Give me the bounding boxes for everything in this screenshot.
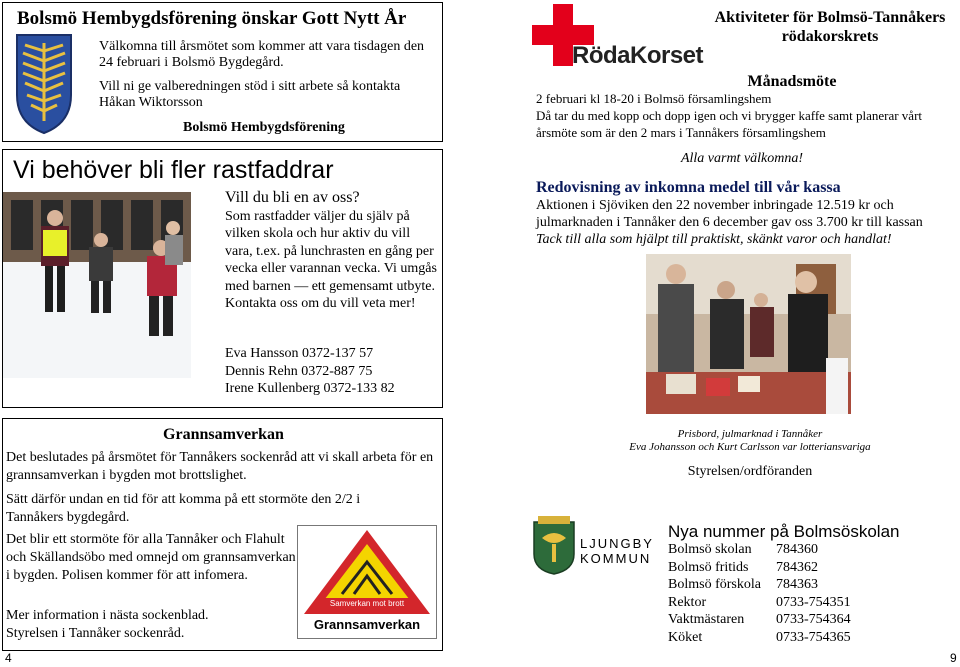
ljungby-wordmark-1: LJUNGBY xyxy=(580,536,654,551)
rodakorset-body1: 2 februari kl 18-20 i Bolmsö församlingshem xyxy=(536,91,772,106)
phone-row: Köket 0733-754365 xyxy=(668,629,851,645)
ljungby-shield-icon xyxy=(532,516,576,576)
rodakorset-heading2: Redovisning av inkomna medel till vår kassa xyxy=(536,179,841,196)
grannsamverkan-logo-word: Grannsamverkan xyxy=(313,617,421,632)
rodakorset-sub: Månadsmöte xyxy=(747,73,837,90)
ljungby-wordmark-2: KOMMUN xyxy=(580,551,652,566)
phone-row: Bolmsö skolan 784360 xyxy=(668,542,818,557)
contact-eva: Eva Hansson 0372-137 57 xyxy=(225,346,374,361)
rodakorset-thanks: Tack till alla som hjälpt till praktiskt, skänkt varor och handlat! xyxy=(536,232,892,247)
hembygd-title: Bolsmö Hembygdsförening önskar Gott Nytt År xyxy=(17,8,407,29)
hembygd-line2: Vill ni ge valberedningen stöd i sitt arbete så kontakta Håkan Wiktorsson xyxy=(99,79,401,110)
grannsamverkan-p4: Mer information i nästa sockenblad. xyxy=(6,608,209,623)
grannsamverkan-logo-banner: Samverkan mot brott xyxy=(329,599,405,608)
hembygd-line1: Välkomna till årsmötet som kommer att vara tisdagen den 24 februari i Bolsmö Bygdegård. xyxy=(99,39,425,70)
coat-of-arms-icon xyxy=(15,33,73,135)
ljungby-logo xyxy=(532,516,662,580)
bolmsoskolan-title: Nya nummer på Bolmsöskolan xyxy=(668,522,900,541)
photo-caption-2: Eva Johansson och Kurt Carlsson var lotteriansvariga xyxy=(629,441,871,453)
phone-table xyxy=(668,541,928,646)
grannsamverkan-p2: Sätt därför undan en tid för att komma på ett stormöte den 2/2 i Tannåkers bygdegård. xyxy=(6,492,361,525)
contact-dennis: Dennis Rehn 0372-887 75 xyxy=(225,363,373,379)
rodakorset-welcome: Alla varmt välkomna! xyxy=(680,151,804,166)
rastfadder-contacts xyxy=(225,345,437,398)
roda-korset-wordmark: RödaKorset xyxy=(572,42,704,69)
phone-row: Bolmsö förskola 784363 xyxy=(668,577,818,592)
grannsamverkan-logo xyxy=(297,525,437,639)
rastfadder-body: Som rastfadder väljer du själv på vilken skola och hur aktiv du vill vara, t.ex. på lunchrasten en gång per vecka eller varannan vecka. Vi umgås med barnen — ett gemensamt utbyte. Kontakta oss om du vill veta mer! xyxy=(225,209,437,312)
hembygd-signature: Bolsmö Hembygdsförening xyxy=(183,120,345,135)
phone-row: Vaktmästaren 0733-754364 xyxy=(668,612,851,627)
grannsamverkan-p5: Styrelsen i Tannåker sockenråd. xyxy=(6,626,185,641)
rodakorset-board: Styrelsen/ordföranden xyxy=(687,464,813,479)
rodakorset-heading: Aktiviteter för Bolmsö-Tannåkers rödakorskrets xyxy=(714,9,946,45)
phone-row: Bolmsö fritids 784362 xyxy=(668,559,818,575)
rodakorset-body2: Då tar du med kopp och dopp igen och vi brygger kaffe samt planerar vårt årsmöte som är den 2 mars i Tannåkers församlingshem xyxy=(536,108,923,140)
rastfadder-box xyxy=(2,149,443,408)
rodakorset-report: Aktionen i Sjöviken den 22 november inbringade 12.519 kr och julmarknaden i Tannåker den 6 december gav oss 3.700 kr till kassan xyxy=(536,198,923,230)
hembygd-box xyxy=(2,2,443,142)
grannsamverkan-p1: Det beslutades på årsmötet för Tannåkers sockenråd att vi skall arbeta för en grannsamverkan i bygden mot brottslighet. xyxy=(6,450,434,483)
photo-caption-1: Prisbord, julmarknad i Tannåker xyxy=(677,428,823,440)
phone-row: Rektor 0733-754351 xyxy=(668,594,851,610)
grannsamverkan-title: Grannsamverkan xyxy=(163,426,284,443)
page-number-right: 9 xyxy=(950,651,957,665)
contact-irene: Irene Kullenberg 0372-133 82 xyxy=(225,381,395,396)
julmarknad-photo xyxy=(646,254,851,414)
rastfadder-title: Vi behöver bli fler rastfaddrar xyxy=(13,156,334,184)
children-snow-photo xyxy=(3,192,191,378)
rastfadder-question: Vill du bli en av oss? xyxy=(225,189,360,206)
grannsamverkan-p3: Det blir ett stormöte för alla Tannåker och Flahult och Skällandsöbo med omnejd om grannsamverkan i bygden. Polisen kommer för att infomera. xyxy=(6,532,296,583)
grannsamverkan-box xyxy=(2,418,443,651)
page-number-left: 4 xyxy=(5,651,12,665)
